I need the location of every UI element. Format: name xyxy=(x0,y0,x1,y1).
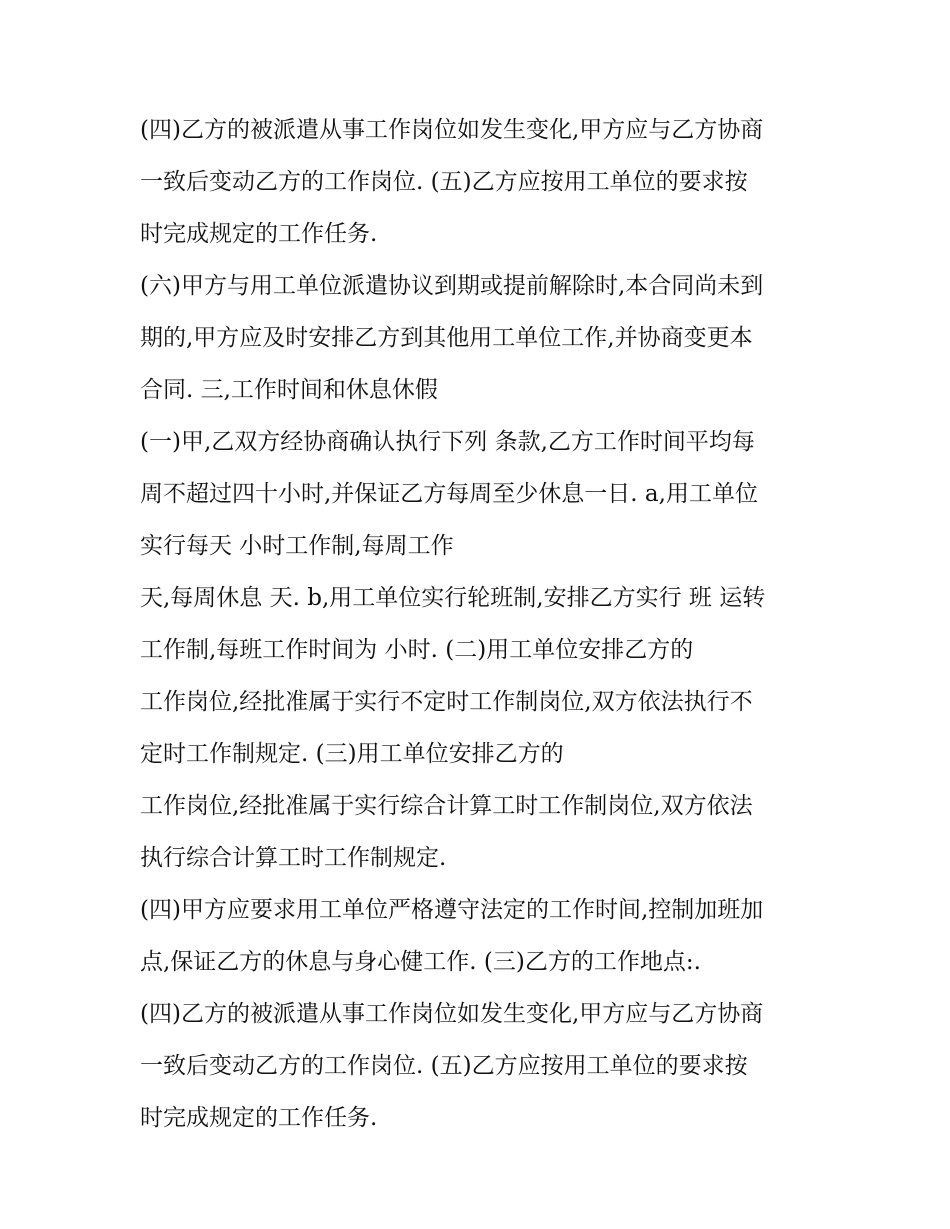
text-line: 工作岗位,经批准属于实行不定时工作制岗位,双方依法执行不 xyxy=(140,689,753,715)
text-line: 天,每周休息 天. b,用工单位实行轮班制,安排乙方实行 班 运转 xyxy=(140,585,766,611)
text-line: 时完成规定的工作任务. xyxy=(140,1105,378,1131)
document-body xyxy=(140,104,820,1144)
text-line: (六)甲方与用工单位派遣协议到期或提前解除时,本合同尚未到 xyxy=(140,273,764,299)
text-line: (四)甲方应要求用工单位严格遵守法定的工作时间,控制加班加 xyxy=(140,897,764,923)
text-line: 执行综合计算工时工作制规定. xyxy=(140,845,447,871)
text-line: (一)甲,乙双方经协商确认执行下列 条款,乙方工作时间平均每 xyxy=(140,429,755,455)
text-line: (四)乙方的被派遣从事工作岗位如发生变化,甲方应与乙方协商 xyxy=(140,1001,764,1027)
text-line: 时完成规定的工作任务. xyxy=(140,221,378,247)
text-line: 合同. 三,工作时间和休息休假 xyxy=(140,377,438,403)
text-line: (四)乙方的被派遣从事工作岗位如发生变化,甲方应与乙方协商 xyxy=(140,117,764,143)
text-line: 定时工作制规定. (三)用工单位安排乙方的 xyxy=(140,741,564,767)
text-line: 期的,甲方应及时安排乙方到其他用工单位工作,并协商变更本 xyxy=(140,325,753,351)
text-line: 工作制,每班工作时间为 小时. (二)用工单位安排乙方的 xyxy=(140,637,694,663)
text-line: 实行每天 小时工作制,每周工作 xyxy=(140,533,454,559)
text-line: 一致后变动乙方的工作岗位. (五)乙方应按用工单位的要求按 xyxy=(140,1053,748,1079)
text-line: 工作岗位,经批准属于实行综合计算工时工作制岗位,双方依法 xyxy=(140,793,753,819)
text-line: 周不超过四十小时,并保证乙方每周至少休息一日. a,用工单位 xyxy=(140,481,758,507)
text-line: 点,保证乙方的休息与身心健工作. (三)乙方的工作地点:. xyxy=(140,949,701,975)
text-line: 一致后变动乙方的工作岗位. (五)乙方应按用工单位的要求按 xyxy=(140,169,748,195)
